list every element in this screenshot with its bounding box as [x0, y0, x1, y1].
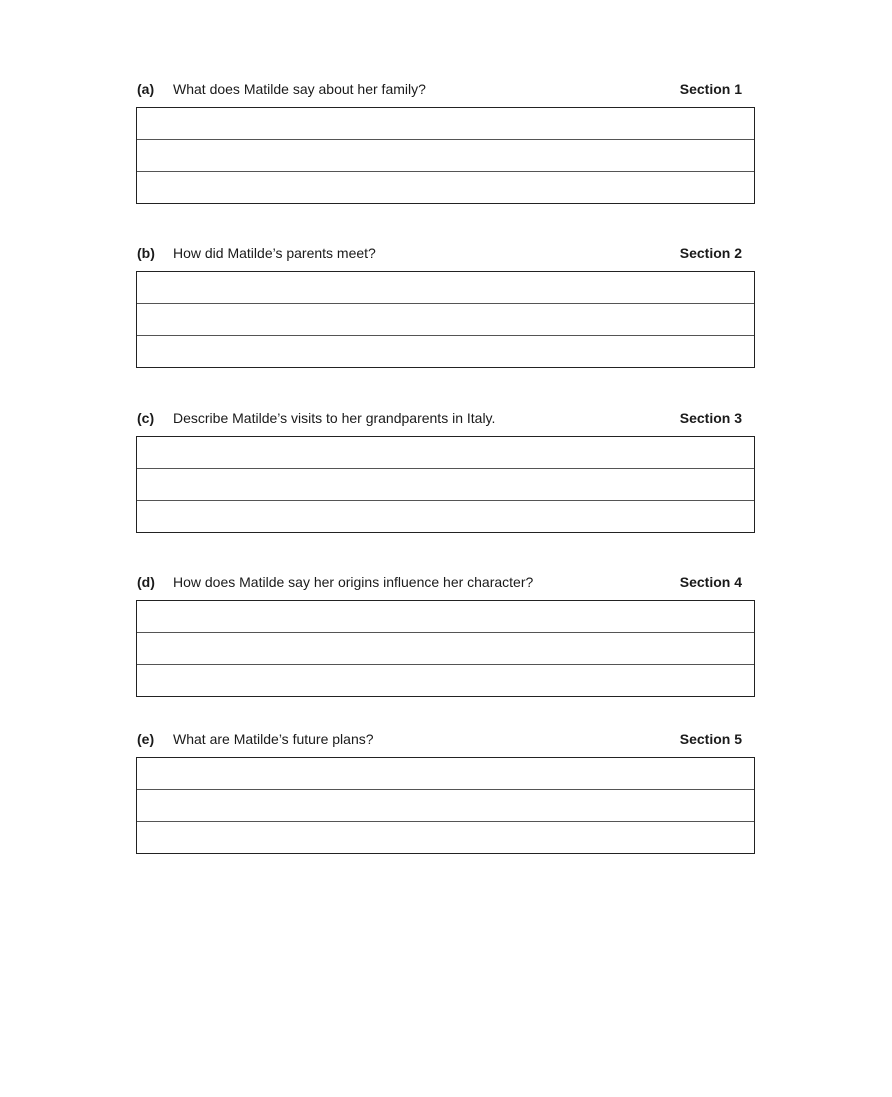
- section-label: Section 4: [679, 574, 742, 590]
- question-text: How does Matilde say her origins influence her character?: [173, 574, 534, 590]
- answer-box[interactable]: [136, 600, 755, 697]
- answer-line[interactable]: [137, 822, 754, 853]
- question-letter: (b): [137, 245, 155, 261]
- section-label: Section 2: [679, 245, 742, 261]
- question-header: [0, 79, 892, 99]
- question-text: What are Matilde’s future plans?: [173, 731, 374, 747]
- answer-line[interactable]: [137, 758, 754, 790]
- answer-line[interactable]: [137, 172, 754, 203]
- question-letter: (a): [137, 81, 155, 97]
- question-text: How did Matilde’s parents meet?: [173, 245, 376, 261]
- answer-line[interactable]: [137, 108, 754, 140]
- question-header: [0, 243, 892, 263]
- answer-box[interactable]: [136, 757, 755, 854]
- answer-line[interactable]: [137, 601, 754, 633]
- question-text: What does Matilde say about her family?: [173, 81, 426, 97]
- answer-line[interactable]: [137, 501, 754, 532]
- answer-line[interactable]: [137, 272, 754, 304]
- section-label: Section 1: [679, 81, 742, 97]
- question-header: [0, 729, 892, 749]
- answer-box[interactable]: [136, 107, 755, 204]
- question-header: [0, 572, 892, 592]
- question-header: [0, 408, 892, 428]
- answer-line[interactable]: [137, 304, 754, 336]
- question-letter: (e): [137, 731, 155, 747]
- answer-line[interactable]: [137, 790, 754, 822]
- answer-line[interactable]: [137, 336, 754, 367]
- question-text: Describe Matilde’s visits to her grandparents in Italy.: [173, 410, 496, 426]
- question-letter: (c): [137, 410, 155, 426]
- answer-box[interactable]: [136, 436, 755, 533]
- section-label: Section 3: [679, 410, 742, 426]
- section-label: Section 5: [679, 731, 742, 747]
- question-letter: (d): [137, 574, 155, 590]
- answer-box[interactable]: [136, 271, 755, 368]
- answer-line[interactable]: [137, 140, 754, 172]
- answer-line[interactable]: [137, 633, 754, 665]
- answer-line[interactable]: [137, 665, 754, 696]
- answer-line[interactable]: [137, 437, 754, 469]
- answer-line[interactable]: [137, 469, 754, 501]
